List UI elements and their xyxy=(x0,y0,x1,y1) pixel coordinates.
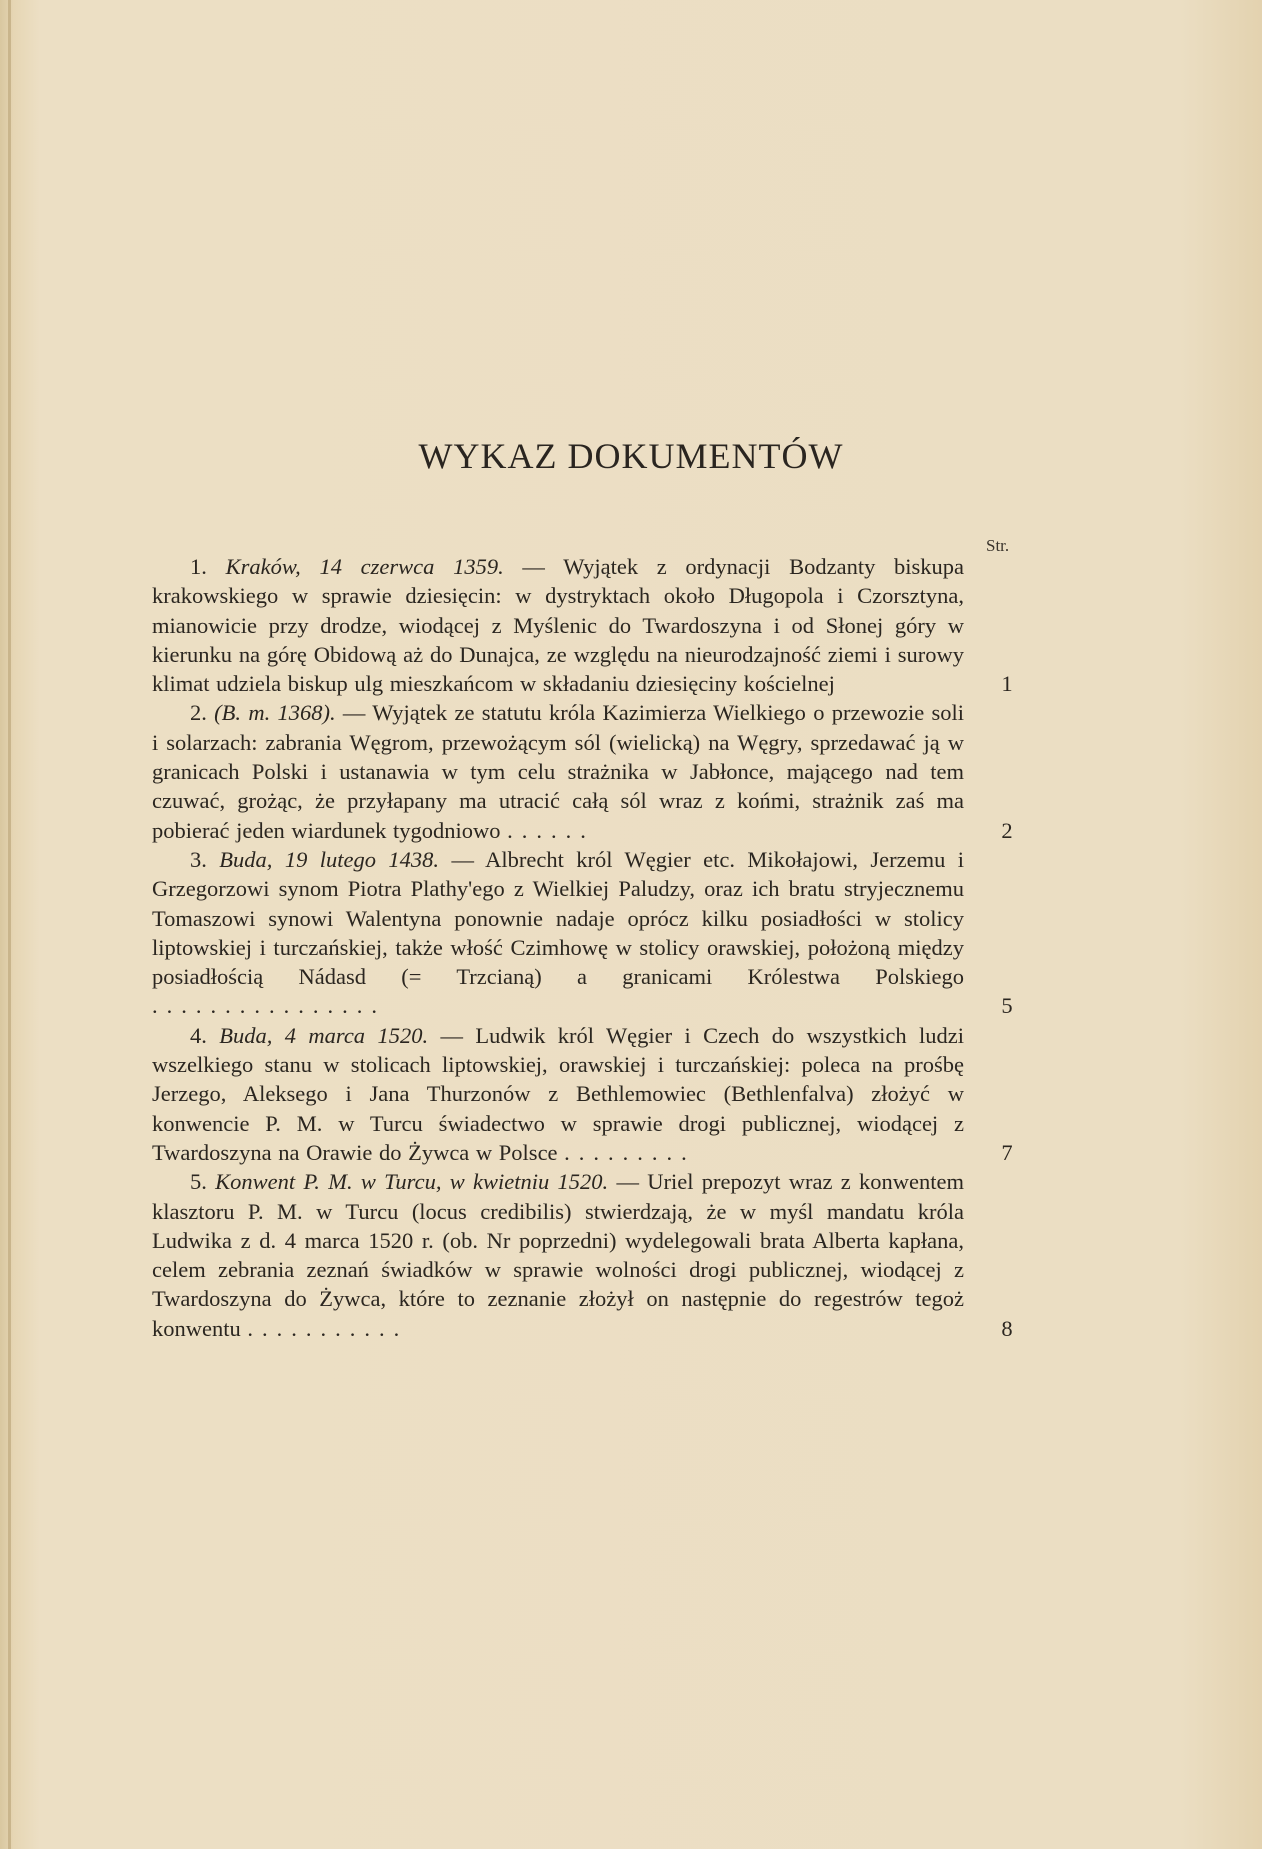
entry-page-number: 1 xyxy=(1001,671,1013,697)
entry-place-date: Buda, 4 marca 1520. xyxy=(219,1022,429,1048)
toc-entry-text xyxy=(152,845,964,1021)
entry-leader-dots: ...... xyxy=(507,817,595,843)
toc-entry-5 xyxy=(152,1167,1013,1343)
page-binding-edge xyxy=(8,0,11,1849)
toc-entry-3 xyxy=(152,845,1013,1021)
entry-number: 3. xyxy=(190,846,207,872)
entry-description: — Wyjątek ze statutu króla Kazimierza Wielkiego o przewozie soli i solarzach: zabrania Węgrom, przewożącym sól (wielicką) na Węgry, sprzedawać ją w granicach Polski i ustanawia w tym celu strażnika w Jabłonce, mającego nad tem czuwać, grożąc, że przyłapany ma utracić całą sól wraz z końmi, strażnik zaś ma pobierać jeden wiardunek tygodniowo xyxy=(152,700,965,843)
toc-entry-text xyxy=(152,552,964,698)
page-column-label: Str. xyxy=(986,536,1010,555)
entry-description: — Ludwik król Węgier i Czech do wszystkich ludzi wszelkiego stanu w stolicach liptowskiej, orawskiej i turczańskiej: poleca na prośbę Jerzego, Aleksego i Jana Thurzonów z Bethlemowiec (Bethlenfalva) złożyć w konwencie P. M. w Turcu świadectwo w sprawie drogi publicznej, wiodącej z Twardoszyna na Orawie do Żywca w Polsce xyxy=(152,1022,965,1165)
toc-entry-text xyxy=(152,1167,964,1343)
toc-entry-4 xyxy=(152,1021,1013,1167)
entry-number: 2. xyxy=(190,700,207,726)
toc-entry-1 xyxy=(152,552,1013,698)
entry-leader-dots: ................ xyxy=(152,993,386,1019)
entry-place-date: Kraków, 14 czerwca 1359. xyxy=(225,554,504,579)
entry-page-number: 2 xyxy=(1001,817,1013,843)
page-title: WYKAZ DOKUMENTÓW xyxy=(418,436,844,476)
entry-leader-dots: ......... xyxy=(564,1139,696,1165)
entry-place-date: Konwent P. M. w Turcu, w kwietniu 1520. xyxy=(215,1169,609,1195)
toc-entry-text xyxy=(152,698,964,844)
entry-page-number: 8 xyxy=(1001,1315,1013,1341)
entry-number: 1. xyxy=(190,554,207,579)
entry-number: 5. xyxy=(190,1169,207,1195)
entry-description: — Wyjątek z ordynacji Bodzanty biskupa krakowskiego w sprawie dziesięcin: w dystryktach około Długopola i Czorsztyna, mianowicie przy drodze, wiodącej z Myślenic do Twardoszyna i od Słonej góry w kierunku na górę Obidową aż do Dunajca, ze względu na nieurodzajność ziemi i surowy klimat udziela biskup ulg mieszkańcom w składaniu dziesięciny kościelnej xyxy=(152,554,965,697)
entry-description: — Uriel prepozyt wraz z konwentem klasztoru P. M. w Turcu (locus credibilis) stwierdzają, że w myśl mandatu króla Ludwika z d. 4 marca 1520 r. (ob. Nr poprzedni) wydelegowali brata Alberta kapłana, celem zebrania zeznań świadków w sprawie wolności drogi publicznej, wiodącej z Twardoszyna do Żywca, które to zeznanie złożył on następnie do regestrów tegoż konwentu xyxy=(152,1169,965,1341)
entry-description: — Albrecht król Węgier etc. Mikołajowi, Jerzemu i Grzegorzowi synom Piotra Plathy'ego z Wielkiej Paludzy, oraz ich bratu stryjecznemu Tomaszowi synowi Walentyna ponownie nadaje oprócz kilku posiadłości w stolicy liptowskiej i turczańskiej, także włość Czimhowę w stolicy orawskiej, położoną między posiadłością Nádasd (= Trzcianą) a granicami Królestwa Polskiego xyxy=(152,846,965,990)
toc-entry-text xyxy=(152,1021,964,1167)
toc-entry-2 xyxy=(152,698,1013,844)
entry-leader-dots: ........... xyxy=(247,1315,409,1341)
entry-place-date: Buda, 19 lutego 1438. xyxy=(219,846,440,872)
table-of-contents xyxy=(152,552,1022,1343)
entry-number: 4. xyxy=(190,1022,207,1048)
entry-page-number: 7 xyxy=(1001,1139,1013,1165)
entry-place-date: (B. m. 1368). xyxy=(214,700,336,726)
entry-page-number: 5 xyxy=(1001,993,1013,1019)
